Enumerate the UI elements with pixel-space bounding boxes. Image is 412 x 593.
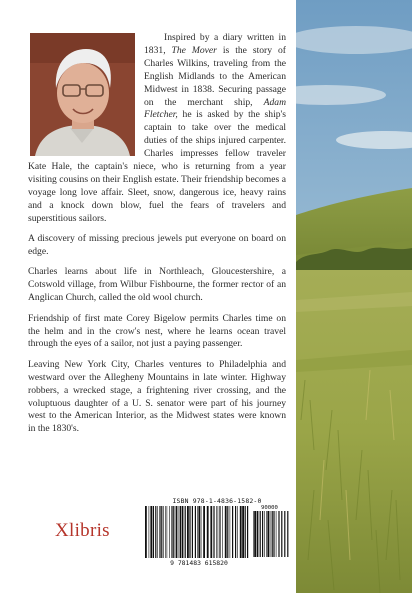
book-title: The Mover xyxy=(171,44,217,56)
barcode-bar xyxy=(161,506,162,558)
barcode-bar xyxy=(273,511,274,557)
barcode-bar xyxy=(235,506,236,558)
barcode-bar xyxy=(218,506,219,558)
barcode-bar xyxy=(159,506,160,558)
isbn-number: ISBN 978-1-4836-1582-0 xyxy=(172,497,262,505)
barcode-bar xyxy=(189,506,190,558)
prairie-landscape-image xyxy=(296,0,412,593)
barcode-bar xyxy=(262,511,263,557)
barcode-bar xyxy=(176,506,178,558)
blurb-p1-lead: Inspired by a diary written in 1831, xyxy=(144,32,286,56)
barcode-bar xyxy=(169,506,170,558)
barcode-bar xyxy=(192,506,193,558)
barcode-bar xyxy=(179,506,180,558)
price-code: 90000 xyxy=(261,505,278,511)
barcode-bar xyxy=(163,506,164,558)
barcode-bar xyxy=(267,511,269,557)
barcode-bar xyxy=(253,511,254,557)
barcode-bar xyxy=(227,506,228,558)
barcode-bar xyxy=(230,506,231,558)
barcode-bar xyxy=(287,511,288,557)
barcode-bar xyxy=(201,506,202,558)
barcode-bar xyxy=(173,506,174,558)
barcode-bar xyxy=(240,506,242,558)
photo-wrap-space xyxy=(28,32,138,156)
barcode-bar xyxy=(180,506,181,558)
blurb-paragraph-5: Leaving New York City, Charles ventures to Philadelphia and westward over the Allegheny Mountains in late winter. Highway robbers, a wrecked stage, a frightening river crossing, and the voluptuous daughter of a U. S. senator were part of his journey west to the American Interior, as the Midwest states were known in the 1830's. xyxy=(28,358,286,435)
barcode-bar xyxy=(182,506,184,558)
barcode-bar xyxy=(150,506,152,558)
barcode-bar xyxy=(207,506,209,558)
barcode-bar xyxy=(187,506,189,558)
barcode-bar xyxy=(203,506,205,558)
barcode-bar xyxy=(145,506,147,558)
barcode-bar xyxy=(266,511,267,557)
barcode-bar xyxy=(242,506,244,558)
barcode-bar xyxy=(167,506,168,558)
barcode-bar xyxy=(232,506,233,558)
barcode-bar xyxy=(198,506,200,558)
landscape-photo xyxy=(296,0,412,593)
barcode-main-bars xyxy=(145,506,251,558)
ship-name: Adam Fletcher, xyxy=(144,96,286,121)
barcode-bar xyxy=(185,506,186,558)
barcode-bar xyxy=(219,506,220,558)
publisher-logo: Xlibris xyxy=(55,520,110,541)
barcode-bar xyxy=(237,506,238,558)
barcode-bar xyxy=(165,506,166,558)
barcode-bar xyxy=(197,506,198,558)
barcode-bar xyxy=(278,511,279,557)
blurb-paragraph-4: Friendship of first mate Corey Bigelow permits Charles time on the helm and in the crow's nest, where he learns ocean travel through the eyes of a sailor, not just a paying passenger. xyxy=(28,312,286,350)
blurb-p1-mid: is the story of Charles Wilkins, traveling from the English Midlands to the American Midwest in 1838. Securing passage on the merchant ship, xyxy=(144,44,286,108)
barcode-bar xyxy=(153,506,154,558)
barcode-bar xyxy=(254,511,256,557)
barcode-bar xyxy=(222,506,223,558)
barcode-bar xyxy=(284,511,285,557)
isbn-barcode xyxy=(143,497,291,569)
barcode-bar xyxy=(276,511,277,557)
barcode-bar xyxy=(149,506,150,558)
back-cover-blurb xyxy=(28,32,286,444)
barcode-bar xyxy=(264,511,265,557)
barcode-bar xyxy=(245,506,246,558)
barcode-bar xyxy=(225,506,227,558)
barcode-bar xyxy=(270,511,271,557)
barcode-bar xyxy=(171,506,172,558)
blurb-paragraph-3: Charles learns about life in Northleach, Gloucestershire, a Cotswold village, from Wilbur Fishbourne, the former rector of an Anglican Church, called the old wool church. xyxy=(28,266,286,304)
barcode-bar xyxy=(272,511,273,557)
barcode-bar xyxy=(257,511,259,557)
barcode-bar xyxy=(260,511,261,557)
barcode-bar xyxy=(216,506,217,558)
barcode-bar xyxy=(210,506,212,558)
barcode-bar xyxy=(213,506,214,558)
barcode-bar xyxy=(247,506,248,558)
ean-number: 9 781483 615820 xyxy=(170,559,228,567)
blurb-paragraph-1 xyxy=(28,32,286,226)
barcode-bar xyxy=(157,506,158,558)
barcode-bar xyxy=(279,511,280,557)
barcode-bar xyxy=(155,506,156,558)
blurb-p1-end: he is asked by the ship's captain to take over the medical duties of the ships injured carpenter. Charles impresses fellow traveler Kate Hale, the captain's niece, who is returning from a year visiting cousins on their English estate. Their friendship becomes a voyage long love affair. Sleet, snow, dangerous ice, heavy rains and a knock down blow, fuel the fears of travelers and superstitious sailors. xyxy=(28,109,286,224)
barcode-addon-bars xyxy=(253,511,289,557)
barcode-bar xyxy=(281,511,282,557)
barcode-bar xyxy=(195,506,196,558)
blurb-paragraph-2: A discovery of missing precious jewels put everyone on board on edge. xyxy=(28,233,286,257)
